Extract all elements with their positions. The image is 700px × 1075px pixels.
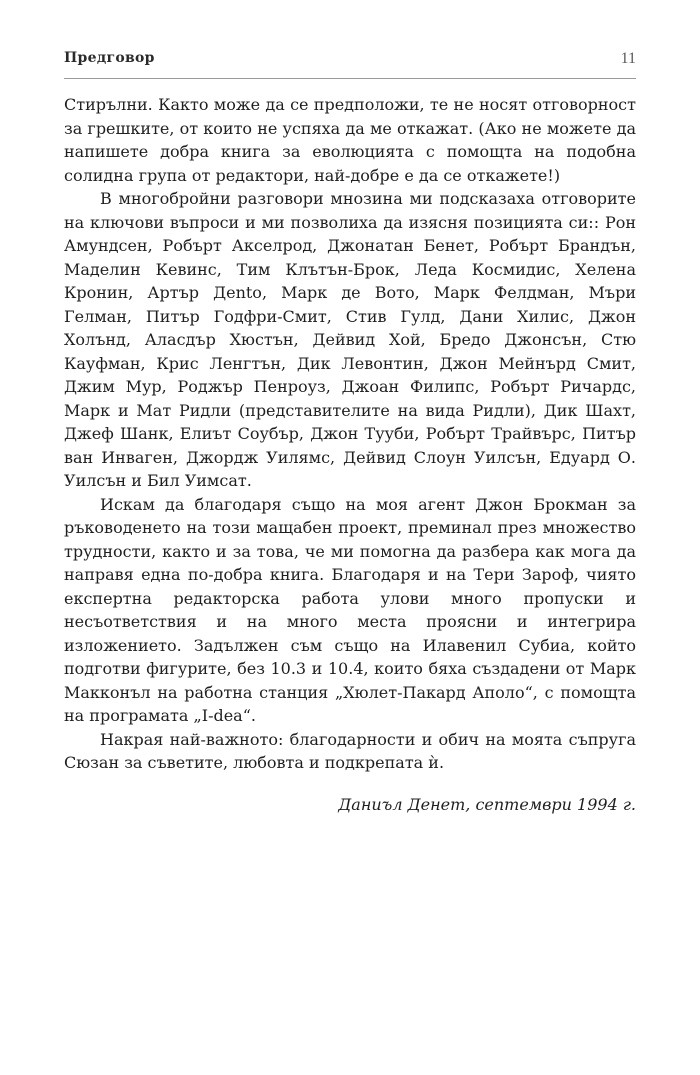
- page-number: 11: [620, 50, 636, 67]
- signature: Даниъл Денет, септември 1994 г.: [338, 794, 636, 814]
- page-header: [64, 50, 636, 72]
- paragraph-1: Стирълни. Както може да се предположи, те не носят отговорност за грешките, от които не успяха да ме откажат. (Ако не можете да напишете добра книга за еволюцията с помощта на подобна солидна група от редактори, най-добре е да се откажете!): [64, 95, 636, 185]
- paragraph-2: В многобройни разговори мнозина ми подсказаха отговорите на ключови въпроси и ми позволиха да изясня позицията си:: Рон Амундсен, Робърт Акселрод, Джонатан Бенет, Робърт Брандън, Маделин Кевинс, Тим Клътън-Брок, Леда Космидис, Хелена Кронин, Артър Дento, Марк де Вото, Марк Фелдман, Мъри Гелман, Питър Годфри-Смит, Стив Гулд, Дани Хилис, Джон Холънд, Аласдър Хюстън, Дейвид Хой, Бредо Джонсън, Стю Кауфман, Крис Ленгтън, Дик Левонтин, Джон Мейнърд Смит, Джим Мур, Роджър Пенроуз, Джоан Филипс, Робърт Ричардс, Марк и Мат Ридли (представителите на вида Ридли), Дик Шахт, Джеф Шанк, Елиът Соубър, Джон Тууби, Робърт Трайвърс, Питър ван Инваген, Джордж Уилямс, Дейвид Слоун Уилсън, Едуард О. Уилсън и Бил Уимсат.: [64, 189, 636, 490]
- paragraph-3: Искам да благодаря също на моя агент Джон Брокман за ръководенето на този мащабен проект, преминал през множество трудности, както и за това, че ми помогна да разбера как мога да направя една по-добра книга. Благодаря и на Тери Зароф, чиято експертна редакторска работа улови много пропуски и несъответствия и на много места проясни и интегрира изложението. Задължен съм също на Илавенил Субиа, който подготви фигурите, без 10.3 и 10.4, които бяха създадени от Марк Макконъл на работна станция „Хюлет-Пакард Аполо“, с помощта на програмата „I-dea“.: [64, 494, 636, 725]
- running-head: Предговор: [64, 50, 155, 66]
- paragraph-4: Накрая най-важното: благодарности и обич на моята съпруга Сюзан за съветите, любовта и подкрепата ѝ.: [64, 729, 636, 772]
- header-rule: [64, 78, 636, 79]
- body-text: [64, 93, 636, 816]
